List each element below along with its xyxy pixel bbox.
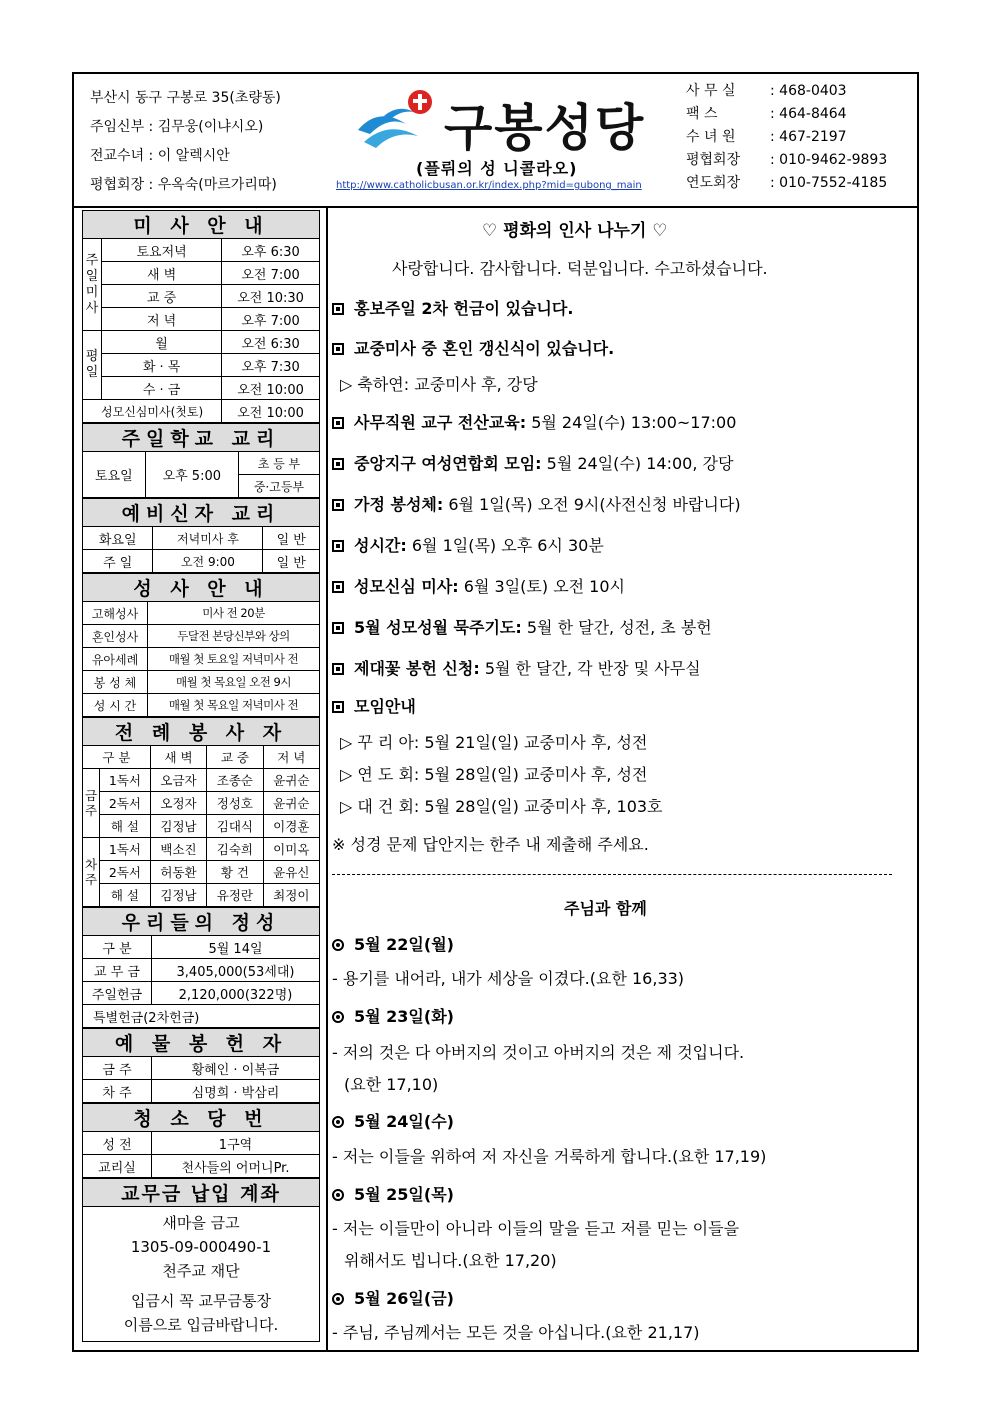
donors-title: 예 물 봉 헌 자 <box>83 1029 320 1057</box>
sacrament-info: 미사 전 20분 <box>148 602 320 625</box>
sacrament-name: 성 시 간 <box>83 694 148 717</box>
mass-name: 새 벽 <box>102 262 222 285</box>
notice-title: 모임안내 <box>354 697 416 716</box>
school-group: 중·고등부 <box>238 475 319 498</box>
contact-label: 사 무 실 <box>686 83 736 99</box>
server-role: 해 설 <box>100 884 151 907</box>
address: 부산시 동구 구봉로 35(초량동) <box>90 90 281 106</box>
cleaning-group: 1구역 <box>152 1132 320 1155</box>
notice-title: 가정 봉성체: <box>354 495 444 514</box>
mass-time: 오후 7:00 <box>222 308 320 331</box>
sunday-school-title: 주일학교 교리 <box>83 424 320 452</box>
notice-title: 홍보주일 2차 헌금이 있습니다. <box>354 299 574 318</box>
daily-verse: - 용기를 내어라, 내가 세상을 이겼다.(요한 16,33) <box>332 969 685 988</box>
sunday-school-table <box>82 423 320 498</box>
notice-title: 제대꽃 봉헌 신청: <box>354 659 480 678</box>
mass-name: 토요저녁 <box>102 239 222 262</box>
contact-row <box>686 80 887 103</box>
church-logo-icon <box>354 86 442 150</box>
daily-verse: 위해서도 빕니다.(요한 17,20) <box>344 1251 557 1270</box>
catechumen-group: 일 반 <box>263 550 320 573</box>
notice-text: 6월 1일(목) 오후 6시 30분 <box>406 536 604 555</box>
daily-verse: - 저는 이들만이 아니라 이들의 말을 듣고 저를 믿는 이들을 <box>332 1219 740 1238</box>
notice-text: 6월 3일(토) 오전 10시 <box>458 577 626 596</box>
sacrament-name: 혼인성사 <box>83 625 148 648</box>
notice-text: 5월 24일(수) 13:00~17:00 <box>526 413 737 432</box>
notice-item <box>332 296 573 319</box>
square-bullet-icon <box>332 663 344 675</box>
donor-week: 차 주 <box>83 1080 152 1103</box>
servers-head: 새 벽 <box>150 746 206 769</box>
notice-title: 5월 성모성월 묵주기도: <box>354 618 522 637</box>
sunday-label: 주일미사 <box>83 239 102 331</box>
square-bullet-icon <box>332 581 344 593</box>
offering-value: 5월 14일 <box>152 936 320 959</box>
catechumen-time: 저녁미사 후 <box>153 527 263 550</box>
catechumen-day: 화요일 <box>83 527 153 550</box>
this-week-label: 금주 <box>83 769 100 838</box>
server-name: 오금자 <box>150 769 206 792</box>
server-role: 해 설 <box>100 815 151 838</box>
mass-title: 미 사 안 내 <box>83 211 320 239</box>
account-table <box>82 1178 320 1342</box>
servers-head: 교 중 <box>207 746 263 769</box>
contact-list <box>686 80 887 195</box>
server-name: 이경훈 <box>263 815 319 838</box>
server-name: 이미옥 <box>263 838 319 861</box>
meeting-item: ▷ 꾸 리 아: 5월 21일(일) 교중미사 후, 성전 <box>340 733 648 752</box>
header-info <box>90 84 281 200</box>
contact-label: 평협회장 <box>686 152 741 168</box>
notice-sub: ▷ 축하연: 교중미사 후, 강당 <box>340 375 538 394</box>
server-name: 김정남 <box>150 815 206 838</box>
server-name: 유정란 <box>207 884 263 907</box>
mass-time: 오후 6:30 <box>222 239 320 262</box>
account-line: 천주교 재단 <box>162 1262 240 1280</box>
notice-item <box>332 656 701 679</box>
contact-row <box>686 149 887 172</box>
donor-week: 금 주 <box>83 1057 152 1080</box>
daily-date <box>332 932 454 955</box>
next-week-label: 차주 <box>83 838 100 907</box>
square-bullet-icon <box>332 417 344 429</box>
mass-time: 오전 10:00 <box>222 377 320 400</box>
school-day: 토요일 <box>83 452 146 498</box>
offering-label: 교 무 금 <box>83 959 152 982</box>
account-line: 이름으로 입금바랍니다. <box>123 1316 279 1334</box>
mass-time: 오전 10:00 <box>222 400 320 423</box>
sacrament-info: 매월 첫 목요일 저녁미사 전 <box>148 694 320 717</box>
mass-name: 교 중 <box>102 285 222 308</box>
cleaning-place: 교리실 <box>83 1155 152 1178</box>
daily-verse: - 저는 이들을 위하여 저 자신을 거룩하게 합니다.(요한 17,19) <box>332 1147 767 1166</box>
account-title: 교무금 납입 계좌 <box>83 1179 320 1207</box>
daily-date <box>332 1004 454 1027</box>
server-name: 윤귀순 <box>263 769 319 792</box>
offering-value: 2,120,000(322명) <box>152 982 320 1005</box>
sacrament-table <box>82 573 320 717</box>
sacrament-info: 매월 첫 토요일 저녁미사 전 <box>148 648 320 671</box>
daily-date-text: 5월 24일(수) <box>354 1112 454 1131</box>
square-bullet-icon <box>332 540 344 552</box>
daily-date-text: 5월 22일(월) <box>354 935 454 954</box>
mass-name: 저 녁 <box>102 308 222 331</box>
offering-table <box>82 907 320 1028</box>
notice-item <box>332 694 416 717</box>
server-name: 오정자 <box>150 792 206 815</box>
council-head: 평협회장 : 우옥숙(마르가리따) <box>90 177 277 193</box>
sacrament-info: 매월 첫 목요일 오전 9시 <box>148 671 320 694</box>
offering-label: 구 분 <box>83 936 152 959</box>
server-role: 1독서 <box>100 838 151 861</box>
sacrament-info: 두달전 본당신부와 상의 <box>148 625 320 648</box>
server-name: 백소진 <box>150 838 206 861</box>
server-name: 정성호 <box>207 792 263 815</box>
catechumen-title: 예비신자 교리 <box>83 499 320 527</box>
account-line: 새마을 금고 <box>162 1214 240 1232</box>
daily-date <box>332 1109 454 1132</box>
daily-date-text: 5월 25일(목) <box>354 1185 454 1204</box>
greeting-title: ♡ 평화의 인사 나누기 ♡ <box>482 221 668 241</box>
school-time: 오후 5:00 <box>145 452 238 498</box>
account-line: 1305-09-000490-1 <box>130 1238 272 1256</box>
circle-bullet-icon <box>332 939 344 951</box>
bulletin-header <box>74 74 917 208</box>
server-role: 2독서 <box>100 861 151 884</box>
cleaning-place: 성 전 <box>83 1132 152 1155</box>
server-name: 황 건 <box>207 861 263 884</box>
contact-value: : 464-8464 <box>770 106 847 122</box>
weekday-label: 평일 <box>83 331 102 400</box>
square-bullet-icon <box>332 499 344 511</box>
contact-value: : 468-0403 <box>770 83 847 99</box>
servers-table <box>82 717 320 907</box>
offering-title: 우리들의 정성 <box>83 908 320 936</box>
account-line: 입금시 꼭 교무금통장 <box>131 1292 271 1310</box>
notice-text: 5월 한 달간, 성전, 초 봉헌 <box>521 618 712 637</box>
contact-value: : 010-9462-9893 <box>770 152 888 168</box>
cleaning-title: 청 소 당 번 <box>83 1104 320 1132</box>
meeting-item: ▷ 연 도 회: 5월 28일(일) 교중미사 후, 성전 <box>340 765 648 784</box>
server-name: 최정이 <box>263 884 319 907</box>
contact-value: : 467-2197 <box>770 129 847 145</box>
bulletin-frame <box>72 72 919 1352</box>
mass-name: 수 · 금 <box>102 377 222 400</box>
square-bullet-icon <box>332 343 344 355</box>
square-bullet-icon <box>332 622 344 634</box>
notice-title: 사무직원 교구 전산교육: <box>354 413 527 432</box>
server-name: 윤귀순 <box>263 792 319 815</box>
church-title: 구봉성당 <box>444 99 646 157</box>
server-role: 1독서 <box>100 769 151 792</box>
circle-bullet-icon <box>332 1189 344 1201</box>
church-url-link[interactable]: http://www.catholicbusan.or.kr/index.php?mid=gubong_main <box>336 180 642 191</box>
greeting-text: 사랑합니다. 감사합니다. 덕분입니다. 수고하셨습니다. <box>392 259 768 278</box>
notice-item <box>332 410 736 433</box>
mass-time: 오전 10:30 <box>222 285 320 308</box>
contact-label: 팩 스 <box>686 106 718 122</box>
sacrament-name: 고해성사 <box>83 602 148 625</box>
notice-title: 중앙지구 여성연합회 모임: <box>354 454 542 473</box>
circle-bullet-icon <box>332 1293 344 1305</box>
account-info <box>83 1207 320 1342</box>
sidebar <box>82 210 320 1342</box>
notice-text: 5월 24일(수) 14:00, 강당 <box>541 454 734 473</box>
offering-label: 주일헌금 <box>83 982 152 1005</box>
donors-table <box>82 1028 320 1103</box>
daily-verse: - 주님, 주님께서는 모든 것을 아십니다.(요한 21,17) <box>332 1323 700 1342</box>
notice-item <box>332 451 733 474</box>
server-name: 윤유신 <box>263 861 319 884</box>
donor-names: 심명희 · 박삼리 <box>152 1080 320 1103</box>
meeting-item: ▷ 대 건 회: 5월 28일(일) 교중미사 후, 103호 <box>340 797 663 816</box>
server-name: 김숙희 <box>207 838 263 861</box>
daily-date <box>332 1182 454 1205</box>
notice-text: 5월 한 달간, 각 반장 및 사무실 <box>479 659 701 678</box>
church-subtitle: (플뤼의 성 니콜라오) <box>416 159 578 178</box>
catechumen-group: 일 반 <box>263 527 320 550</box>
contact-label: 수 녀 원 <box>686 129 736 145</box>
catechumen-day: 주 일 <box>83 550 153 573</box>
notice-title: 교중미사 중 혼인 갱신식이 있습니다. <box>354 339 615 358</box>
school-group: 초 등 부 <box>238 452 319 475</box>
notice-title: 성모신심 미사: <box>354 577 459 596</box>
notice-item <box>332 574 625 597</box>
notice-text: 6월 1일(목) 오전 9시(사전신청 바랍니다) <box>443 495 741 514</box>
circle-bullet-icon <box>332 1011 344 1023</box>
contact-row <box>686 172 887 195</box>
cleaning-table <box>82 1103 320 1178</box>
square-bullet-icon <box>332 458 344 470</box>
daily-date <box>332 1286 454 1309</box>
sacrament-title: 성 사 안 내 <box>83 574 320 602</box>
contact-value: : 010-7552-4185 <box>770 175 888 191</box>
sacrament-name: 봉 성 체 <box>83 671 148 694</box>
notice-item <box>332 615 712 638</box>
daily-verse: (요한 17,10) <box>344 1075 439 1094</box>
servers-title: 전 례 봉 사 자 <box>83 718 320 746</box>
mass-time: 오전 7:00 <box>222 262 320 285</box>
notice-item <box>332 492 741 515</box>
offering-value: 3,405,000(53세대) <box>152 959 320 982</box>
notice-title: 성시간: <box>354 536 407 555</box>
server-name: 허동환 <box>150 861 206 884</box>
bible-note: ※ 성경 문제 답안지는 한주 내 제출해 주세요. <box>332 835 649 854</box>
servers-head: 구 분 <box>83 746 151 769</box>
server-name: 김대식 <box>207 815 263 838</box>
servers-head: 저 녁 <box>263 746 319 769</box>
square-bullet-icon <box>332 303 344 315</box>
circle-bullet-icon <box>332 1116 344 1128</box>
mass-name: 화 · 목 <box>102 354 222 377</box>
catechumen-time: 오전 9:00 <box>153 550 263 573</box>
notice-item <box>332 533 604 556</box>
mass-name: 월 <box>102 331 222 354</box>
donor-names: 황혜인 · 이복금 <box>152 1057 320 1080</box>
server-name: 김정남 <box>150 884 206 907</box>
sister: 전교수녀 : 이 알렉시안 <box>90 148 230 164</box>
server-role: 2독서 <box>100 792 151 815</box>
mass-name: 성모신심미사(첫토) <box>83 400 222 423</box>
notice-item <box>332 336 614 359</box>
column-divider <box>326 206 328 1352</box>
pastor: 주임신부 : 김무웅(이냐시오) <box>90 119 264 135</box>
daily-title: 주님과 함께 <box>564 899 647 918</box>
catechumen-table <box>82 498 320 573</box>
daily-date-text: 5월 23일(화) <box>354 1007 454 1026</box>
mass-time: 오후 7:30 <box>222 354 320 377</box>
daily-verse: - 저의 것은 다 아버지의 것이고 아버지의 것은 제 것입니다. <box>332 1043 745 1062</box>
special-offering-label: 특별헌금(2차헌금) <box>83 1005 320 1028</box>
square-bullet-icon <box>332 701 344 713</box>
contact-row <box>686 103 887 126</box>
mass-table <box>82 210 320 423</box>
daily-date-text: 5월 26일(금) <box>354 1289 454 1308</box>
server-name: 조종순 <box>207 769 263 792</box>
dashed-divider <box>332 874 892 875</box>
contact-label: 연도회장 <box>686 175 741 191</box>
cleaning-group: 천사들의 어머니Pr. <box>152 1155 320 1178</box>
mass-time: 오전 6:30 <box>222 331 320 354</box>
contact-row <box>686 126 887 149</box>
sacrament-name: 유아세례 <box>83 648 148 671</box>
